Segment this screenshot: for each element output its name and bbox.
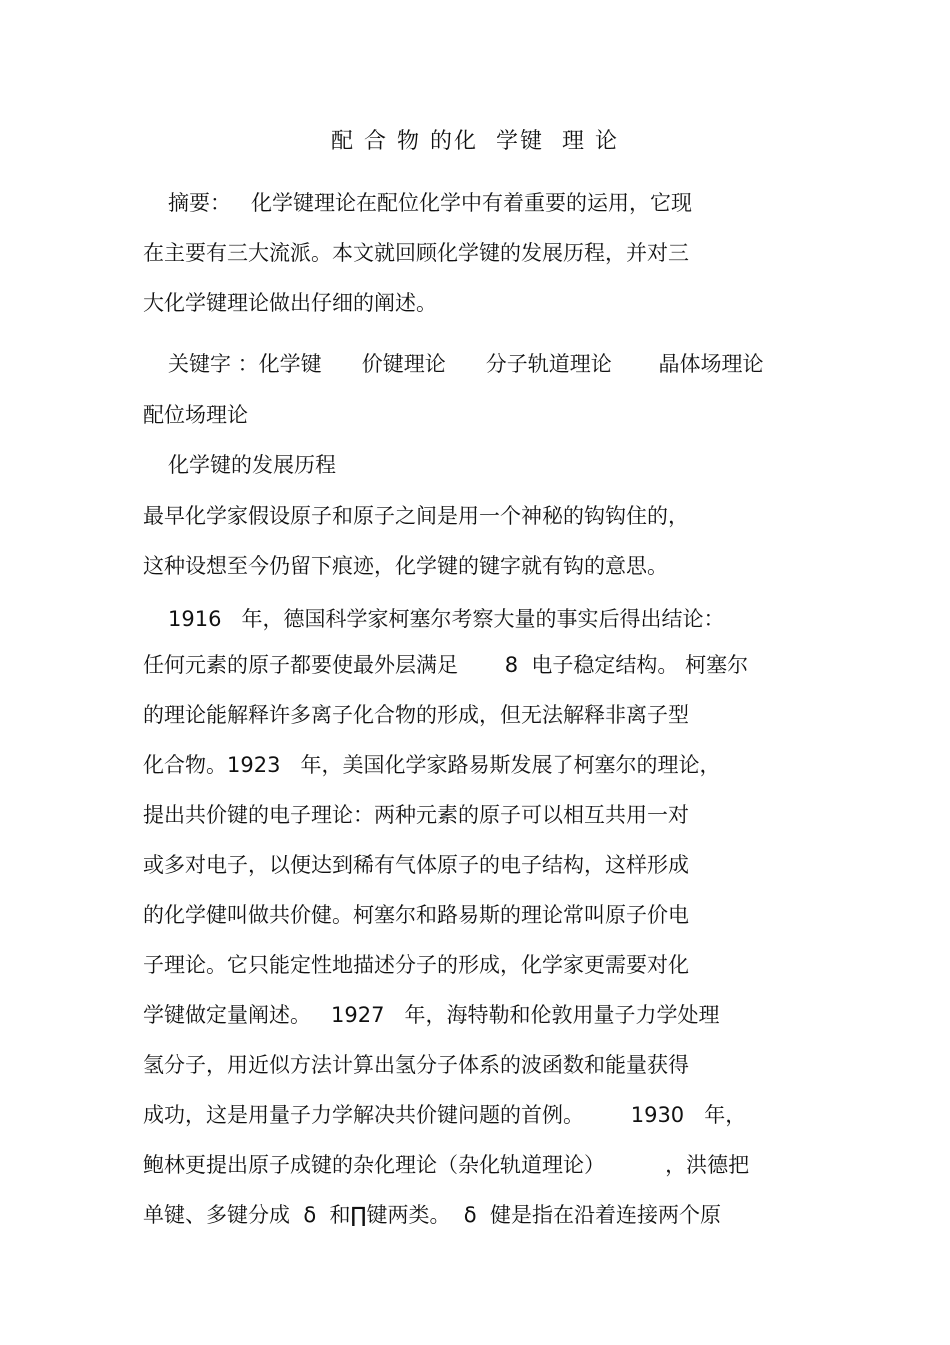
abstract-line: 大化学键理论做出仔细的阐述。 [143, 291, 437, 315]
abstract-line: 摘要： 化学键理论在配位化学中有着重要的运用，它现 [168, 191, 693, 215]
document-title: 配 合 物 的化 学键 理 论 [331, 129, 619, 154]
paragraph-line: 成功，这是用量子力学解决共价键问题的首例。 1930 年， [143, 1103, 747, 1127]
paragraph-line: 氢分子，用近似方法计算出氢分子体系的波函数和能量获得 [143, 1053, 689, 1077]
abstract-line: 在主要有三大流派。本文就回顾化学键的发展历程，并对三 [143, 241, 689, 265]
paragraph-line: 化合物。1923 年，美国化学家路易斯发展了柯塞尔的理论， [143, 753, 721, 777]
paragraph-line: 的化学健叫做共价健。柯塞尔和路易斯的理论常叫原子价电 [143, 903, 689, 927]
section-heading: 化学键的发展历程 [168, 453, 336, 477]
paragraph-line: 学键做定量阐述。 1927 年，海特勒和伦敦用量子力学处理 [143, 1003, 720, 1027]
paragraph-line: 提出共价键的电子理论：两种元素的原子可以相互共用一对 [143, 803, 689, 827]
paragraph-line: 或多对电子，以便达到稀有气体原子的电子结构，这样形成 [143, 853, 689, 877]
paragraph-line: 这种设想至今仍留下痕迹，化学键的键字就有钩的意思。 [143, 554, 668, 578]
paragraph-line: 任何元素的原子都要使最外层满足 8 电子稳定结构。 柯塞尔 [143, 653, 749, 677]
paragraph-line: 的理论能解释许多离子化合物的形成，但无法解释非离子型 [143, 703, 689, 727]
paragraph-line: 最早化学家假设原子和原子之间是用一个神秘的钩钩住的， [143, 504, 689, 528]
paragraph-line: 单键、多键分成 δ 和∏键两类。 δ 健是指在沿着连接两个原 [143, 1203, 721, 1227]
keywords-line: 配位场理论 [143, 403, 248, 427]
paragraph-line: 鲍林更提出原子成键的杂化理论（杂化轨道理论） ，洪德把 [143, 1153, 750, 1177]
paragraph-line: 1916 年，德国科学家柯塞尔考察大量的事实后得出结论： [168, 607, 725, 631]
keywords-line: 关键字 ：化学键 价键理论 分子轨道理论 晶体场理论 [168, 352, 764, 376]
paragraph-line: 子理论。它只能定性地描述分子的形成，化学家更需要对化 [143, 953, 689, 977]
